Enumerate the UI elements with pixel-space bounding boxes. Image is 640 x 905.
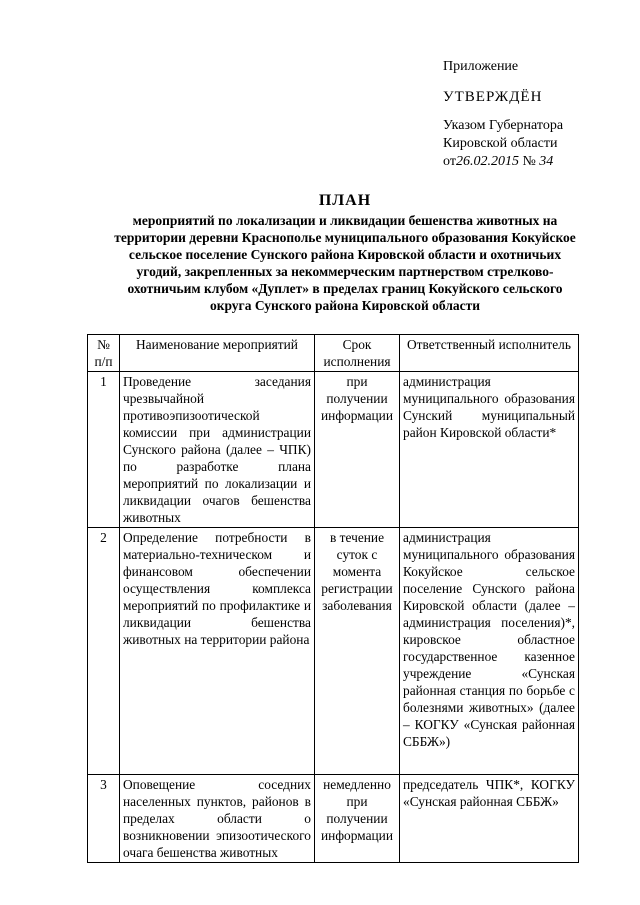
header-term: Срок исполнения xyxy=(315,335,400,372)
row-name: Оповещение соседних населенных пунктов, районов в пределах области о возникновении эпизоотического очага бешенства животных xyxy=(120,775,315,863)
header-executor: Ответственный исполнитель xyxy=(400,335,579,372)
decree-number: 34 xyxy=(539,154,554,169)
row-term: в течение суток с момента регистрации заболевания xyxy=(315,528,400,775)
table-row xyxy=(88,372,579,528)
measures-table xyxy=(87,334,579,863)
header-name: Наименование мероприятий xyxy=(120,335,315,372)
plan-subtitle: мероприятий по локализации и ликвидации бешенства животных на территории деревни Краснополье муниципального образования Кокуйское сельское поселение Сунского района Кировской области и охотничьих угодий, закрепленных за некоммерческим партнерством стрелково-охотничьим клубом «Дуплет» в пределах границ Кокуйского сельского округа Сунского района Кировской области xyxy=(114,213,576,313)
row-num: 2 xyxy=(88,528,120,775)
document-title xyxy=(110,192,580,314)
appendix-label: Приложение xyxy=(443,59,519,74)
header-num: № п/п xyxy=(88,335,120,372)
row-name: Проведение заседания чрезвычайной противоэпизоотической комиссии при администрации Сунского района (далее – ЧПК) по разработке плана мероприятий по локализации и ликвидации очагов бешенства животных xyxy=(120,372,315,528)
approval-header xyxy=(443,58,633,171)
row-executor: администрация муниципального образования Кокуйское сельское поселение Сунского района Кировской области (далее – администрация поселения)*, кировское областное государственное казенное учреждение «Сунская районная станция по борьбе с болезнями животных» (далее – КОГКУ «Сунская районная СББЖ») xyxy=(400,528,579,775)
table-row xyxy=(88,528,579,775)
date-prefix: от xyxy=(443,154,456,169)
number-sign: № xyxy=(518,154,540,169)
decree-date-line xyxy=(443,153,633,171)
table-header-row xyxy=(88,335,579,372)
row-num: 1 xyxy=(88,372,120,528)
row-executor: администрация муниципального образования Сунский муниципальный район Кировской области* xyxy=(400,372,579,528)
row-term: при получении информации xyxy=(315,372,400,528)
table-row xyxy=(88,775,579,863)
decree-date: 26.02.2015 xyxy=(455,154,519,169)
row-executor: председатель ЧПК*, КОГКУ «Сунская районная СББЖ» xyxy=(400,775,579,863)
decree-line-2: Кировской области xyxy=(443,136,558,151)
decree-line-1: Указом Губернатора xyxy=(443,118,564,133)
row-num: 3 xyxy=(88,775,120,863)
plan-heading: ПЛАН xyxy=(318,192,372,209)
row-term: немедленно при получении информации xyxy=(315,775,400,863)
approved-label: УТВЕРЖДЁН xyxy=(443,89,543,105)
row-name: Определение потребности в материально-техническом и финансовом обеспечении осуществления комплекса мероприятий по профилактике и ликвидации бешенства животных на территории района xyxy=(120,528,315,775)
